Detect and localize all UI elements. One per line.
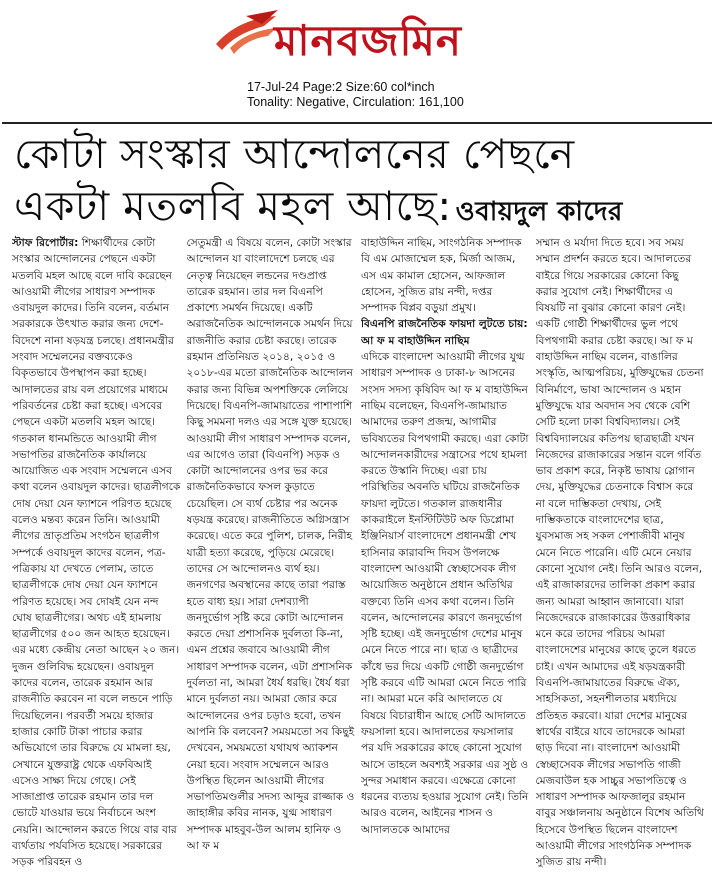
- meta-date-page: 17-Jul-24 Page:2 Size:60 col*inch: [247, 80, 435, 94]
- logo-text: মানবজমিন: [274, 16, 462, 65]
- headline-line-2: [14, 180, 704, 238]
- column-text: সম্মান ও মর্যাদা দিতে হবে। সব সময় সম্মান প্রদর্শন করতে হবে। আদালতের বাইরে গিয়ে সরকারের কোনো কিছু করার সুযোগ নেই। শিক্ষার্থীদের এ বিষয়টি না বুঝার কোনো কারণ নেই। একটি গোষ্ঠী শিক্ষার্থীদের ভুল পথে বিপথগামী করার চেষ্টা করছে। আ ফ ম বাহাউদ্দিন নাছিম বলেন, বাঙালির সংস্কৃতি, আত্মপরিচয়, মুক্তিযুদ্ধের চেতনা বিনির্মাণে, ভাষা আন্দোলন ও মহান মুক্তিযুদ্ধে যার অবদান সব থেকে বেশি সেটি হলো ঢাকা বিশ্ববিদ্যালয়। সেই বিশ্ববিদ্যালয়ের কতিপয় ছাত্রছাত্রী যখন নিজেদের রাজাকারের সন্তান বলে গর্বিত ভাব প্রকাশ করে, নিকৃষ্ট ভাষায় স্লোগান দেয়, মুক্তিযুদ্ধের চেতনাকে বিশ্বাস করে না বলে দাম্ভিকতা দেখায়, সেই দাম্ভিকতাকে বাংলাদেশের ছাত্র, যুবসমাজ সহ সকল পেশাজীবী মানুষ মেনে নিতে পারেনি। এটি মেনে নেয়ার কোনো সুযোগ নেই। তিনি আরও বলেন, এই রাজাকারদের তালিকা প্রকাশ করার জন্য আমরা আহ্বান জানাবো। যারা নিজেদেরকে রাজাকারের উত্তরাধিকার মনে করে তাদের পরিচয় আমরা বাংলাদেশের মানুষের কাছে তুলে ধরতে চাই। এখন আমাদের এই ষড়যন্ত্রকারী বিএনপি-জামায়াতের বিরুদ্ধে ঐক্য, সাহসিকতা, সহনশীলতার মধ্যদিয়ে প্রতিহত করবো। যারা দেশের মানুষের স্বার্থের বাইরে যাবে তাদেরকে আমরা ছাড় দিবো না। বাংলাদেশ আওয়ামী স্বেচ্ছাসেবক লীগের সভাপতি গাজী মেজবাউল হক সাচ্চুর সভাপতিত্বে ও সাধারণ সম্পাদক আফজালুর রহমান বাবুর সঞ্চালনায় অনুষ্ঠানে বিশেষ অতিথি হিসেবে উপস্থিত ছিলেন বাংলাদেশ আওয়ামী লীগের সাংগঠনিক সম্পাদক সুজিত রায় নন্দী।: [535, 237, 704, 869]
- article-column-2: [187, 235, 356, 890]
- article-body: [12, 235, 704, 890]
- clipping-meta: [247, 80, 464, 110]
- article-column-1: [12, 235, 181, 890]
- column-text: বাহাউদ্দিন নাছিম, সাংগঠনিক সম্পাদক বি এম মোজাম্মেল হক, মির্জা আজম, এস এম কামাল হোসেন, আফজাল হোসেন, সুজিত রায় নন্দী, দপ্তর সম্পাদক বিপ্লব বড়ুয়া প্রমুখ।: [361, 237, 522, 315]
- headline-attribution: ওবায়দুল কাদের: [455, 197, 623, 227]
- headline-line-2-text: একটা মতলবি মহল আছে:: [14, 182, 452, 230]
- article-column-4: [536, 235, 705, 890]
- meta-tonality: Tonality: Negative, Circulation: 161,100: [247, 95, 464, 109]
- newspaper-logo: [212, 4, 502, 65]
- headline: [14, 128, 704, 238]
- column-text: শিক্ষার্থীদের কোটা সংস্কার আন্দোলনের পেছনে একটা মতলবি মহল আছে বলে দাবি করেছেন আওয়ামী লীগের সাধারণ সম্পাদক ওবায়দুল কাদের। তিনি বলেন, বর্তমান সরকারকে উৎখাত করার জন্য দেশে-বিদেশে নানা ষড়যন্ত্র চলছে। প্রধানমন্ত্রীর সংবাদ সম্মেলনের বক্তব্যকেও বিকৃতভাবে উপস্থাপন করা হচ্ছে। আদালতের রায় বল প্রয়োগের মাধ্যমে পরিবর্তনের চেষ্টা করা হচ্ছে। এসবের পেছনে একটা মতলবি মহল আছে। গতকাল ধানমন্ডিতে আওয়ামী লীগ সভাপতির রাজনৈতিক কার্যালয়ে আয়োজিত এক সংবাদ সম্মেলনে এসব কথা বলেন ওবায়দুল কাদের। ছাত্রলীগকে দোষ দেয়া যেন ফ্যাশনে পরিণত হয়েছে বলেও মন্তব্য করেন তিনি। আওয়ামী লীগের ভ্রাতৃপ্রতিম সংগঠন ছাত্রলীগ সম্পর্কে ওবায়দুল কাদের বলেন, পত্র-পত্রিকায় যা দেখতে পেলাম, তাতে ছাত্রলীগকে দোষ দেয়া যেন ফ্যাশনে পরিণত হয়েছে। সব দোষই যেন নন্দ ঘোষ ছাত্রলীগের। অথচ এই হামলায় ছাত্রলীগের ৫০০ জন আহত হয়েছেন। এর মধ্যে কেন্দ্রীয় নেতা আছেন ২০ জন। দুজন গুলিবিদ্ধ হয়েছেন। ওবায়দুল কাদের বলেন, তারেক রহমান আর রাজনীতি করবেন না বলে লন্ডনে পাড়ি দিয়েছিলেন। পরবর্তী সময়ে হাজার হাজার কোটি টাকা পাচার করার অভিযোগে তার বিরুদ্ধে যে মামলা হয়, সেখানে যুক্তরাষ্ট্র থেকে এফবিআই এসেও সাক্ষ্য দিয়ে গেছে। সেই সাজাপ্রাপ্ত তারেক রহমান তার দল ভোটে যাওয়ার ভয়ে নির্বাচনে অংশ নেয়নি। আন্দোলন করতে গিয়ে বার বার ব্যর্থতায় পর্যবসিত হয়েছে। সরকারের সড়ক পরিবহন ও: [12, 237, 181, 869]
- masthead: [0, 0, 714, 66]
- subheading: বিএনপি রাজনৈতিক ফায়দা লুটতে চায়: আ ফ ম বাহাউদ্দিন নাছিম: [361, 318, 528, 347]
- article-paragraph: [12, 235, 181, 871]
- divider: [2, 122, 712, 124]
- column-text: এদিকে বাংলাদেশ আওয়ামী লীগের যুগ্ম সাধারণ সম্পাদক ও ঢাকা-৮ আসনের সংসদ সদস্য কৃষিবিদ আ ফ ম বাহাউদ্দিন নাছিম বলেছেন, বিএনপি-জামায়াত আমাদের তরুণ প্রজন্ম, আগামীর ভবিষ্যতের বিপথগামী করছে। এরা কোটা আন্দোলনকারীদের সন্ত্রাসের পথে হামলা করতে উস্কানি দিচ্ছে। এরা চায় পরিস্থিতির অবনতি ঘটিয়ে রাজনৈতিক ফায়দা লুটতে। গতকাল রাজধানীর কাকরাইলে ইনস্টিটিউট অফ ডিপ্লোমা ইঞ্জিনিয়ার্স বাংলাদেশে প্রধানমন্ত্রী শেখ হাসিনার কারাবন্দি দিবস উপলক্ষে বাংলাদেশ আওয়ামী স্বেচ্ছাসেবক লীগ আয়োজিত অনুষ্ঠানে প্রধান অতিথির বক্তব্যে তিনি এসব কথা বলেন। তিনি বলেন, আন্দোলনের কারণে জনদুর্ভোগ সৃষ্টি হচ্ছে। এই জনদুর্ভোগ দেশের মানুষ মেনে নিতে পারে না। ছাত্র ও ছাত্রীদের কাঁধে ভর দিয়ে একটি গোষ্ঠী জনদুর্ভোগ সৃষ্টি করবে এটি আমরা মেনে নিতে পারি না। আমরা মনে করি আদালতে যে বিষয়ে বিচারাধীন আছে সেটি আদালতে ফয়সালা হবে। আদালতের ফয়সালার পর যদি সরকারের কাছে কোনো সুযোগ আসে তাহলে অবশ্যই সরকার এর সুষ্ঠ ও সুন্দর সমাধান করবে। এক্ষেত্রে কোনো ধরনের ব্যত্যয় হওয়ার সুযোগ নেই। তিনি আরও বলেন, আইনের শাসন ও আদালতকে আমাদের: [361, 351, 529, 836]
- byline: স্টাফ রিপোর্টার:: [12, 237, 79, 249]
- article-column-3: [361, 235, 530, 890]
- column-text: সেতুমন্ত্রী এ বিষয়ে বলেন, কোটা সংস্কার আন্দোলন যা বাংলাদেশে চলছে এর নেতৃত্ব নিয়েছেন লন্ডনের দণ্ডপ্রাপ্ত তারেক রহমান। তার দল বিএনপি প্রকাশ্যে সমর্থন দিয়েছে। একটি অরাজনৈতিক আন্দোলনকে সমর্থন দিয়ে রাজনীতি করার চেষ্টা করছে। তারেক রহমান প্রতিনিয়ত ২০১৪, ২০১৫ ও ২০১৮-এর মতো রাজনৈতিক আন্দোলন করার জন্য বিভিন্ন অপশক্তিকে লেলিয়ে দিয়েছে। বিএনপি-জামায়াতের পাশাপাশি কিছু সমমনা দলও এর সঙ্গে যুক্ত হয়েছে। আওয়ামী লীগ সাধারণ সম্পাদক বলেন, এর আগেও তারা (বিএনপি) সড়ক ও কোটা আন্দোলনের ওপর ভর করে রাজনৈতিকভাবে ফসল কুড়াতে চেয়েছিল। সে ব্যর্থ চেষ্টার পর অনেক ষড়যন্ত্র করেছে। রাজনীতিতে অগ্নিসন্ত্রাস করেছে। এতে করে পুলিশ, চালক, নিরীহ যাত্রী হত্যা করেছে, পুড়িয়ে মেরেছে। তাদের সে আন্দোলনও ব্যর্থ হয়। জনগণের অবস্থানের কাছে তারা পরাস্ত হতে বাধ্য হয়। সারা দেশব্যাপী জনদুর্ভোগ সৃষ্টি করে কোটা আন্দোলন করতে দেয়া প্রশাসনিক দুর্বলতা কি-না, এমন প্রশ্নের জবাবে আওয়ামী লীগ সাধারণ সম্পাদক বলেন, এটা প্রশাসনিক দুর্বলতা না, আমরা ধৈর্য ধরছি। ধৈর্য ধরা মানে দুর্বলতা নয়। আমরা জোর করে আন্দোলনের ওপর চড়াও হবো, তখন আপনি কি বলবেন? সময়মতো সব কিছুই দেখবেন, সময়মতো যথাযথ অ্যাকশন নেয়া হবে। সংবাদ সম্মেলনে আরও উপস্থিত ছিলেন আওয়ামী লীগের সভাপতিমণ্ডলীর সদস্য আব্দুর রাজ্জাক ও জাহাঙ্গীর কবির নানক, যুগ্ম সাধারণ সম্পাদক মাহবুব-উল আলম হানিফ ও আ ফ ম: [186, 237, 355, 852]
- headline-line-1: কোটা সংস্কার আন্দোলনের পেছনে: [14, 130, 575, 178]
